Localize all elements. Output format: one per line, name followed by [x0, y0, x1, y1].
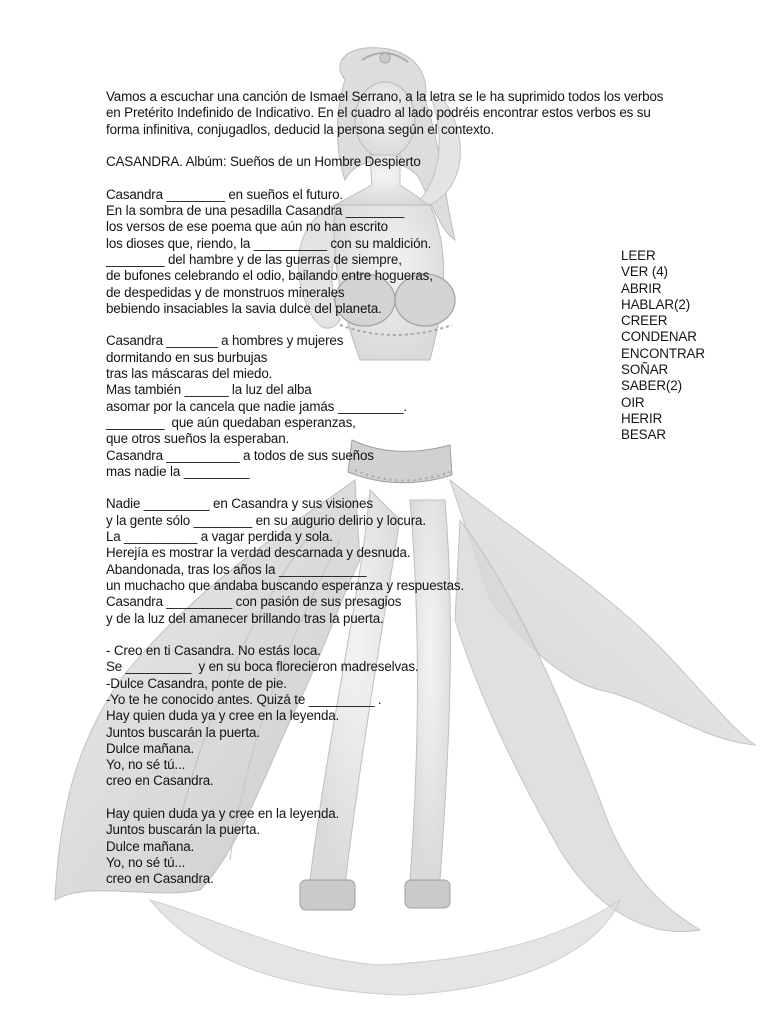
lyric-line: y de la luz del amanecer brillando tras la puerta.	[106, 610, 384, 626]
lyric-line: que otros sueños la esperaban.	[106, 431, 290, 447]
lyric-line: Se _________ y en su boca florecieron madreselvas.	[106, 659, 419, 675]
lyric-line: los versos de ese poema que aún no han escrito	[106, 219, 388, 235]
verb-item: ABRIR	[621, 280, 662, 296]
lyric-line: Yo, no sé tú...	[106, 757, 186, 773]
lyric-line: Dulce mañana.	[106, 838, 195, 854]
verb-list-box	[621, 248, 705, 444]
song-title: CASANDRA. Albúm: Sueños de un Hombre Despierto	[106, 154, 421, 170]
stanza-3	[106, 496, 706, 626]
verb-item: SOÑAR	[621, 362, 669, 378]
lyric-line: tras las máscaras del miedo.	[106, 366, 273, 382]
stanza-5	[106, 806, 706, 887]
lyric-line: Nadie _________ en Casandra y sus visiones	[106, 496, 373, 512]
lyric-line: dormitando en sus burbujas	[106, 349, 268, 365]
lyric-line: Dulce mañana.	[106, 740, 195, 756]
lyric-line: de despedidas y de monstruos minerales	[106, 284, 345, 300]
verb-item: CREER	[621, 313, 668, 329]
verb-item: VER (4)	[621, 264, 668, 280]
lyric-line: creo en Casandra.	[106, 871, 214, 887]
lyric-line: Abandonada, tras los años la ____________	[106, 561, 367, 577]
lyric-line: Juntos buscarán la puerta.	[106, 822, 260, 838]
lyric-line: Mas también ______ la luz del alba	[106, 382, 312, 398]
lyric-line: Juntos buscarán la puerta.	[106, 724, 260, 740]
lyric-line: -Dulce Casandra, ponte de pie.	[106, 675, 287, 691]
lyric-line: Casandra ________ en sueños el futuro.	[106, 186, 343, 202]
lyric-line: de bufones celebrando el odio, bailando entre hogueras,	[106, 268, 433, 284]
lyric-line: Casandra _______ a hombres y mujeres	[106, 333, 344, 349]
lyric-line: Yo, no sé tú...	[106, 854, 186, 870]
verb-item: HERIR	[621, 410, 663, 426]
lyric-line: Casandra _________ con pasión de sus presagios	[106, 594, 402, 610]
lyric-line: La __________ a vagar perdida y sola.	[106, 529, 333, 545]
lyric-line: -Yo te he conocido antes. Quizá te _________ .	[106, 691, 382, 707]
lyric-line: los dioses que, riendo, la __________ con su maldición.	[106, 235, 432, 251]
lyric-line: un muchacho que andaba buscando esperanza y respuestas.	[106, 577, 465, 593]
lyric-line: creo en Casandra.	[106, 773, 214, 789]
verb-item: CONDENAR	[621, 329, 697, 345]
stanza-4	[106, 643, 706, 790]
lyric-line: Hay quien duda ya y cree en la leyenda.	[106, 708, 340, 724]
lyric-line: Casandra __________ a todos de sus sueños	[106, 447, 374, 463]
instructions-paragraph	[106, 89, 706, 138]
instructions-line: Vamos a escuchar una canción de Ismael Serrano, a la letra se le ha suprimido todos los verbos	[106, 89, 664, 104]
verb-item: LEER	[621, 248, 656, 263]
lyric-line: Hay quien duda ya y cree en la leyenda.	[106, 806, 340, 822]
lyric-line: asomar por la cancela que nadie jamás _________.	[106, 398, 407, 414]
lyric-line: - Creo en ti Casandra. No estás loca.	[106, 643, 321, 659]
lyric-line: ________ que aún quedaban esperanzas,	[106, 414, 356, 430]
lyric-line: bebiendo insaciables la savia dulce del planeta.	[106, 300, 382, 316]
worksheet-text	[106, 89, 706, 888]
lyric-line: Herejía es mostrar la verdad descarnada y desnuda.	[106, 545, 411, 561]
verb-item: ENCONTRAR	[621, 345, 705, 361]
lyric-line: mas nadie la _________	[106, 463, 250, 479]
instructions-line: forma infinitiva, conjugadlos, deducid la persona según el contexto.	[106, 121, 495, 137]
lyric-line: y la gente sólo ________ en su augurio delirio y locura.	[106, 512, 426, 528]
verb-item: HABLAR(2)	[621, 296, 691, 312]
verb-item: SABER(2)	[621, 378, 682, 394]
verb-item: BESAR	[621, 427, 666, 443]
stanza-2	[106, 333, 706, 480]
lyric-line: En la sombra de una pesadilla Casandra ________	[106, 203, 405, 219]
lyric-line: ________ del hambre y de las guerras de siempre,	[106, 251, 402, 267]
stanza-1	[106, 187, 706, 317]
instructions-line: en Pretérito Indefinido de Indicativo. En el cuadro al lado podréis encontrar estos verbos es su	[106, 105, 651, 121]
verb-item: OIR	[621, 394, 645, 410]
